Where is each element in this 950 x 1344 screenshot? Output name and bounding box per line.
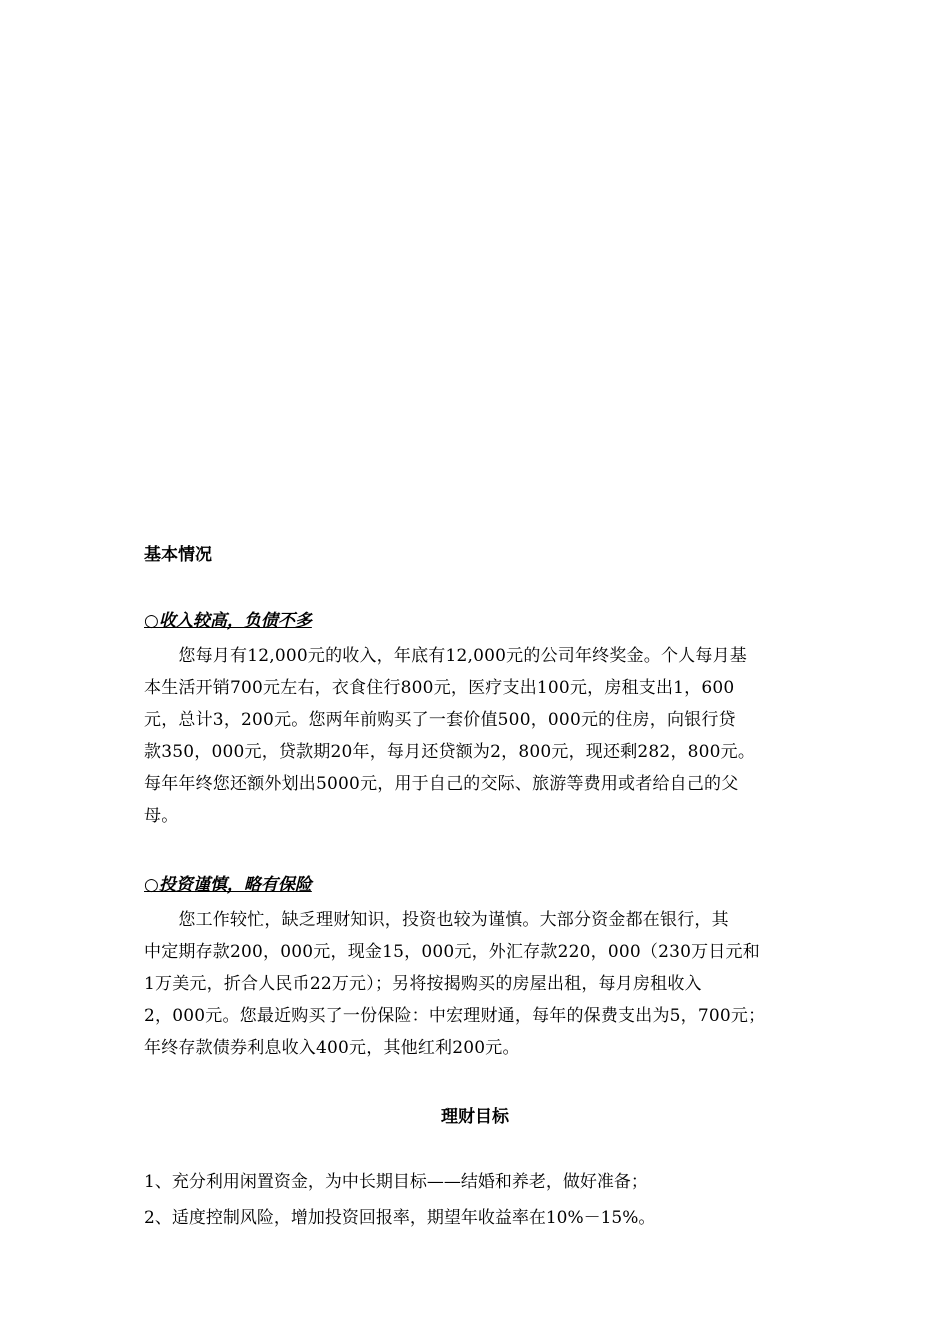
paragraph-line: 您工作较忙，缺乏理财知识，投资也较为谨慎。大部分资金都在银行，其 <box>144 910 729 930</box>
paragraph-line: 款350，000元，贷款期20年，每月还贷额为2，800元，现还剩282，800元。 <box>144 742 756 762</box>
financial-goals-heading: 理财目标 <box>441 1107 509 1127</box>
paragraph-line: 元，总计3，200元。您两年前购买了一套价值500，000元的住房，向银行贷 <box>144 710 736 730</box>
goals-list <box>144 1164 824 1236</box>
income-subheading: ○收入较高，负债不多 <box>144 611 312 631</box>
paragraph-line: 本生活开销700元左右，衣食住行800元，医疗支出100元，房租支出1，600 <box>144 678 735 698</box>
investment-subheading: ○投资谨慎，略有保险 <box>144 875 312 895</box>
paragraph-line: 母。 <box>144 806 179 826</box>
paragraph-line: 每年年终您还额外划出5000元，用于自己的交际、旅游等费用或者给自己的父 <box>144 774 739 794</box>
paragraph-line: 2，000元。您最近购买了一份保险：中宏理财通，每年的保费支出为5，700元； <box>144 1006 766 1026</box>
investment-paragraph <box>144 904 824 1064</box>
paragraph-line: 1万美元，折合人民币22万元）；另将按揭购买的房屋出租，每月房租收入 <box>144 974 702 994</box>
paragraph-line: 您每月有12,000元的收入，年底有12,000元的公司年终奖金。个人每月基 <box>144 646 747 666</box>
list-item: 2、适度控制风险，增加投资回报率，期望年收益率在10%－15%。 <box>144 1208 656 1228</box>
income-paragraph <box>144 640 824 832</box>
basic-situation-heading: 基本情况 <box>144 545 212 565</box>
paragraph-line: 年终存款债券利息收入400元，其他红利200元。 <box>144 1038 520 1058</box>
paragraph-line: 中定期存款200，000元，现金15，000元，外汇存款220，000（230万日元和 <box>144 942 760 962</box>
list-item: 1、充分利用闲置资金，为中长期目标——结婚和养老，做好准备； <box>144 1172 648 1192</box>
